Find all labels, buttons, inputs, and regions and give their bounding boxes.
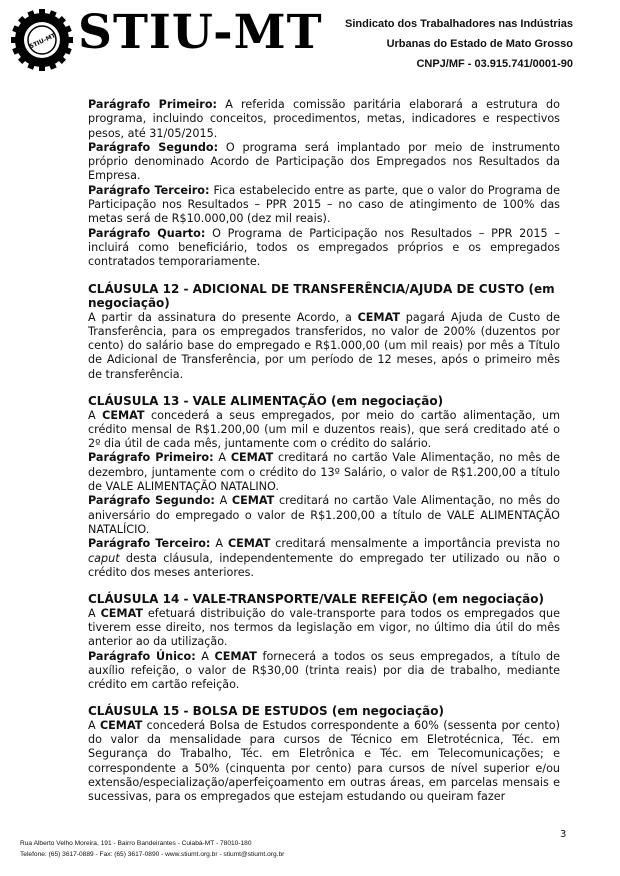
text-run: A xyxy=(88,408,103,422)
logo-text: STIU-MT xyxy=(28,32,57,51)
clause-13-paragraph-terceiro xyxy=(88,537,560,580)
company-name: CEMAT xyxy=(231,494,275,508)
clause-13-paragraph-segundo xyxy=(88,494,560,537)
org-cnpj: CNPJ/MF - 03.915.741/0001-90 xyxy=(416,58,573,70)
text-run: A xyxy=(213,451,231,465)
text-run: A xyxy=(210,537,228,551)
clause-13-text xyxy=(88,409,560,452)
paragraph-quarto xyxy=(88,227,560,270)
company-name: CEMAT xyxy=(357,310,400,324)
paragraph-label: Parágrafo Terceiro: xyxy=(88,183,210,197)
org-name-line1: Sindicato dos Trabalhadores nas Indústrias xyxy=(344,18,573,30)
letterhead-footer xyxy=(20,838,284,860)
org-name-line2: Urbanas do Estado de Mato Grosso xyxy=(386,38,573,50)
text-run: efetuará distribuição do vale-transporte para todos os empregados que tiverem esse direito, nos termos da legislação em vigor, no último dia útil do mês anterior ao da utilização. xyxy=(88,606,561,649)
text-run: desta cláusula, independentemente do empregado ter utilizado ou não o crédito dos meses anteriores. xyxy=(88,551,560,579)
text-run: creditará mensalmente a importância prevista no xyxy=(270,537,560,551)
paragraph-label: Parágrafo Segundo: xyxy=(88,494,215,508)
text-run: A xyxy=(88,718,100,732)
company-name: CEMAT xyxy=(99,718,143,732)
text-run: A xyxy=(88,606,101,620)
paragraph-text: Fica estabelecido entre as parte, que o valor do Programa de Participação nos Resultados – PPR 2015 – no caso de atingimento de 100% das metas será de R$10.000,00 (dez mil reais). xyxy=(88,183,560,226)
company-name: CEMAT xyxy=(230,451,274,465)
clause-12-text xyxy=(88,311,560,382)
text-run: fornecerá a todos os seus empregados, a título de auxílio refeição, o valor de R$30,00 (trinta reais) por dia de trabalho, mediante crédito em cartão refeição. xyxy=(88,649,561,692)
company-name: CEMAT xyxy=(214,649,257,663)
document-body xyxy=(88,98,560,805)
footer-address: Rua Alberto Velho Moreira, 191 - Bairro Bandeirantes - Cuiabá-MT - 78010-180 xyxy=(20,840,252,847)
union-gear-logo-icon xyxy=(11,9,73,71)
text-run: A xyxy=(214,494,232,508)
clause-15-text xyxy=(88,719,560,805)
paragraph-text: A referida comissão paritária elaborará a estrutura do programa, incluindo conceitos, procedimentos, metas, indicadores e respectivos pesos, até 31/05/2015. xyxy=(88,98,560,140)
paragraph-label: Parágrafo Único: xyxy=(88,649,196,663)
text-run: creditará no cartão Vale Alimentação, no mês do aniversário do empregado o valor de R$1.200,00 a título de VALE ALIMENTAÇÃO NATALÍCIO. xyxy=(88,494,561,536)
clause-14-heading: CLÁUSULA 14 - VALE-TRANSPORTE/VALE REFEIÇÃO (em negociação) xyxy=(88,592,544,607)
letterhead xyxy=(0,0,620,80)
company-name: CEMAT xyxy=(100,606,143,620)
company-name: CEMAT xyxy=(102,408,145,422)
clause-14-text xyxy=(88,607,560,650)
text-run: A xyxy=(195,649,215,663)
text-run: A partir da assinatura do presente Acordo, a xyxy=(88,310,358,324)
text-run: concederá Bolsa de Estudos correspondente a 60% (sessenta por cento) do valor da mensalidade para cursos de Técnico em Eletrotécnica, Téc. em Segurança do Trabalho, Téc. em Eletrônica e Téc. em Telecomunicações; e correspondente a 50% (cinquenta por cento) para cursos de nível superior e/ou extensão/especialização/aperfeiçoamento em outras áreas, em parcelas mensais e sucessivas, para os empregados que estejam estudando ou queiram fazer xyxy=(88,718,560,804)
paragraph-terceiro xyxy=(88,184,560,227)
paragraph-label: Parágrafo Primeiro: xyxy=(88,451,214,465)
paragraph-label: Parágrafo Quarto: xyxy=(88,226,206,240)
text-run: concederá a seus empregados, por meio do cartão alimentação, um crédito mensal de R$1.200,00 (um mil e duzentos reais), que será creditado até o 2º dia útil de cada mês, juntamente com o crédito do salário. xyxy=(88,408,560,451)
paragraph-label: Parágrafo Terceiro: xyxy=(88,537,211,551)
text-run: creditará no cartão Vale Alimentação, no mês de dezembro, juntamente com o crédito do 13º Salário, o valor de R$1.200,00 a título de VALE ALIMENTAÇÃO NATALINO. xyxy=(88,451,560,494)
clause-13-heading: CLÁUSULA 13 - VALE ALIMENTAÇÃO (em negociação) xyxy=(88,394,444,409)
clause-13-paragraph-primeiro xyxy=(88,451,560,494)
clause-12-heading: CLÁUSULA 12 - ADICIONAL DE TRANSFERÊNCIA/AJUDA DE CUSTO (em negociação) xyxy=(88,281,555,311)
clause-14-paragraph-unico xyxy=(88,650,560,693)
text-run: pagará Ajuda de Custo de Transferência, para os empregados transferidos, no valor de 200% (duzentos por cento) do salário base do empregado e R$1.000,00 (um mil reais) por mês a Título de Adicional de Transferência, por um período de 12 meses, após o primeiro mês de transferência. xyxy=(88,310,560,381)
paragraph-segundo xyxy=(88,141,560,184)
company-name: CEMAT xyxy=(227,537,271,551)
footer-contacts: Telefone: (65) 3617-0889 - Fax: (65) 3617-0890 - www.stiumt.org.br - stiumt@stiumt.org.br xyxy=(20,851,285,858)
paragraph-primeiro xyxy=(88,98,560,141)
page-number: 3 xyxy=(560,829,567,840)
paragraph-text: O Programa de Participação nos Resultados – PPR 2015 – incluirá como beneficiário, todos os empregados próprios e os empregados contratados temporariamente. xyxy=(88,226,560,269)
paragraph-text: O programa será implantado por meio de instrumento próprio denominado Acordo de Participação dos Empregados nos Resultados da Empresa. xyxy=(88,140,560,183)
brand-title: STIU-MT xyxy=(78,5,323,60)
paragraph-label: Parágrafo Segundo: xyxy=(88,140,219,154)
paragraph-label: Parágrafo Primeiro: xyxy=(88,98,217,111)
clause-15-heading: CLÁUSULA 15 - BOLSA DE ESTUDOS (em negociação) xyxy=(88,704,444,719)
caput-term: caput xyxy=(88,551,120,565)
org-block xyxy=(345,14,573,74)
